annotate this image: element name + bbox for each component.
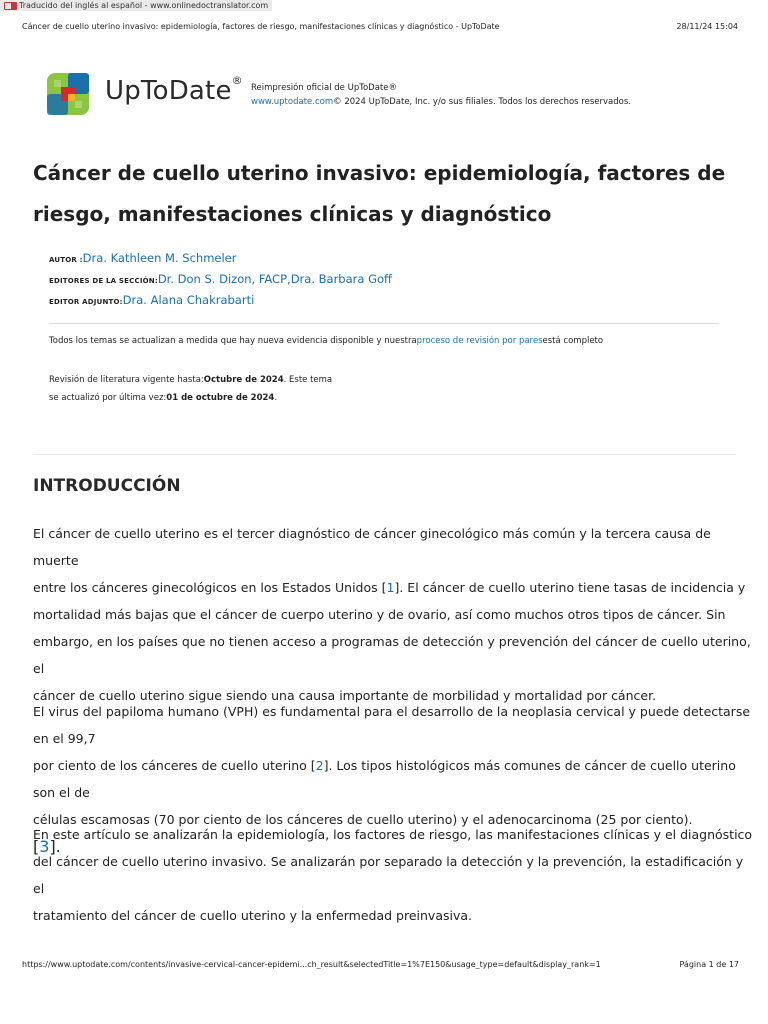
print-footer-url: https://www.uptodate.com/contents/invasive-cervical-cancer-epidemi...ch_result&selectedTitle=1%7E150&usage_type=default&display_rank=1 [22, 960, 601, 969]
reprint-line2: www.uptodate.com© 2024 UpToDate, Inc. y/o sus filiales. Todos los derechos reservados. [251, 97, 631, 107]
translator-banner[interactable] [0, 0, 272, 11]
peer-review-link[interactable]: proceso de revisión por pares [416, 336, 543, 346]
last-updated-line: se actualizó por última vez:01 de octubre de 2024. [49, 393, 278, 403]
uptodate-logo-text: UpToDate® [105, 74, 243, 106]
reprint-notice [251, 81, 631, 109]
intro-paragraph-3: En este artículo se analizarán la epidemiología, los factores de riesgo, las manifestaciones clínicas y el diagnóstico del cáncer de cuello uterino invasivo. Se analizarán por separado la detección y la prevención, la estadificación y el tratamiento del cáncer de cuello uterino y la enfermedad preinvasiva. [33, 827, 753, 923]
reprint-line1: Reimpresión oficial de UpToDate® [251, 83, 397, 93]
uptodate-logo-icon [47, 73, 89, 115]
reference-link[interactable]: 2 [315, 758, 324, 773]
intro-paragraph-1: El cáncer de cuello uterino es el tercer diagnóstico de cáncer ginecológico más común y la tercera causa de muerte entre los cánceres ginecológicos en los Estados Unidos [1]. El cáncer de cuello uterino tiene tasas de incidencia y mortalidad más bajas que el cáncer de cuerpo uterino y de ovario, así como muchos otros tipos de cáncer. Sin embargo, en los países que no tienen acceso a programas de detección y prevención del cáncer de cuello uterino, el cáncer de cuello uterino sigue siendo una causa importante de morbilidad y mortalidad por cáncer. [33, 526, 751, 703]
translate-icon [4, 2, 17, 10]
print-doc-title: Cáncer de cuello uterino invasivo: epidemiología, factores de riesgo, manifestaciones clínicas y diagnóstico - UpToDate [22, 22, 500, 31]
deputy-editor-line: EDITOR ADJUNTO:Dra. Alana Chakrabarti [49, 293, 255, 307]
divider [49, 323, 719, 324]
intro-paragraph-2: El virus del papiloma humano (VPH) es fundamental para el desarrollo de la neoplasia cervical y puede detectarse en el 99,7 por ciento de los cánceres de cuello uterino [2]. Los tipos histológicos más comunes de cáncer de cuello uterino son el de células escamosas (70 por ciento de los cánceres de cuello uterino) y el adenocarcinoma (25 por ciento). [3]. [33, 704, 751, 856]
print-page-number: Página 1 de 17 [679, 960, 739, 969]
print-timestamp: 28/11/24 15:04 [676, 22, 738, 31]
author-link[interactable]: Dra. Kathleen M. Schmeler [82, 251, 237, 265]
reference-link[interactable]: 3 [39, 837, 50, 856]
literature-review-line: Revisión de literatura vigente hasta:Octubre de 2024. Este tema [49, 375, 333, 385]
author-line: AUTOR :Dra. Kathleen M. Schmeler [49, 251, 237, 265]
divider [33, 454, 736, 455]
section-heading-introduccion: INTRODUCCIÓN [33, 476, 181, 496]
article-title: Cáncer de cuello uterino invasivo: epidemiología, factores de riesgo, manifestaciones clínicas y diagnóstico [33, 161, 726, 226]
reference-link[interactable]: 1 [386, 580, 395, 595]
editor1-link[interactable]: Dr. Don S. Dizon, FACP, [157, 272, 291, 286]
deputy-editor-link[interactable]: Dra. Alana Chakrabarti [122, 293, 255, 307]
editors-line: EDITORES DE LA SECCIÓN:Dr. Don S. Dizon, FACP,Dra. Barbara Goff [49, 272, 392, 286]
banner-text: Traducido del inglés al español - www.onlinedoctranslator.com [19, 1, 269, 10]
author-block [49, 249, 392, 312]
review-notice: Todos los temas se actualizan a medida que hay nueva evidencia disponible y nuestraproceso de revisión por paresestá completo [49, 336, 604, 346]
editor2-link[interactable]: Dra. Barbara Goff [290, 272, 392, 286]
review-dates [49, 371, 332, 407]
uptodate-link[interactable]: www.uptodate.com [251, 97, 334, 107]
